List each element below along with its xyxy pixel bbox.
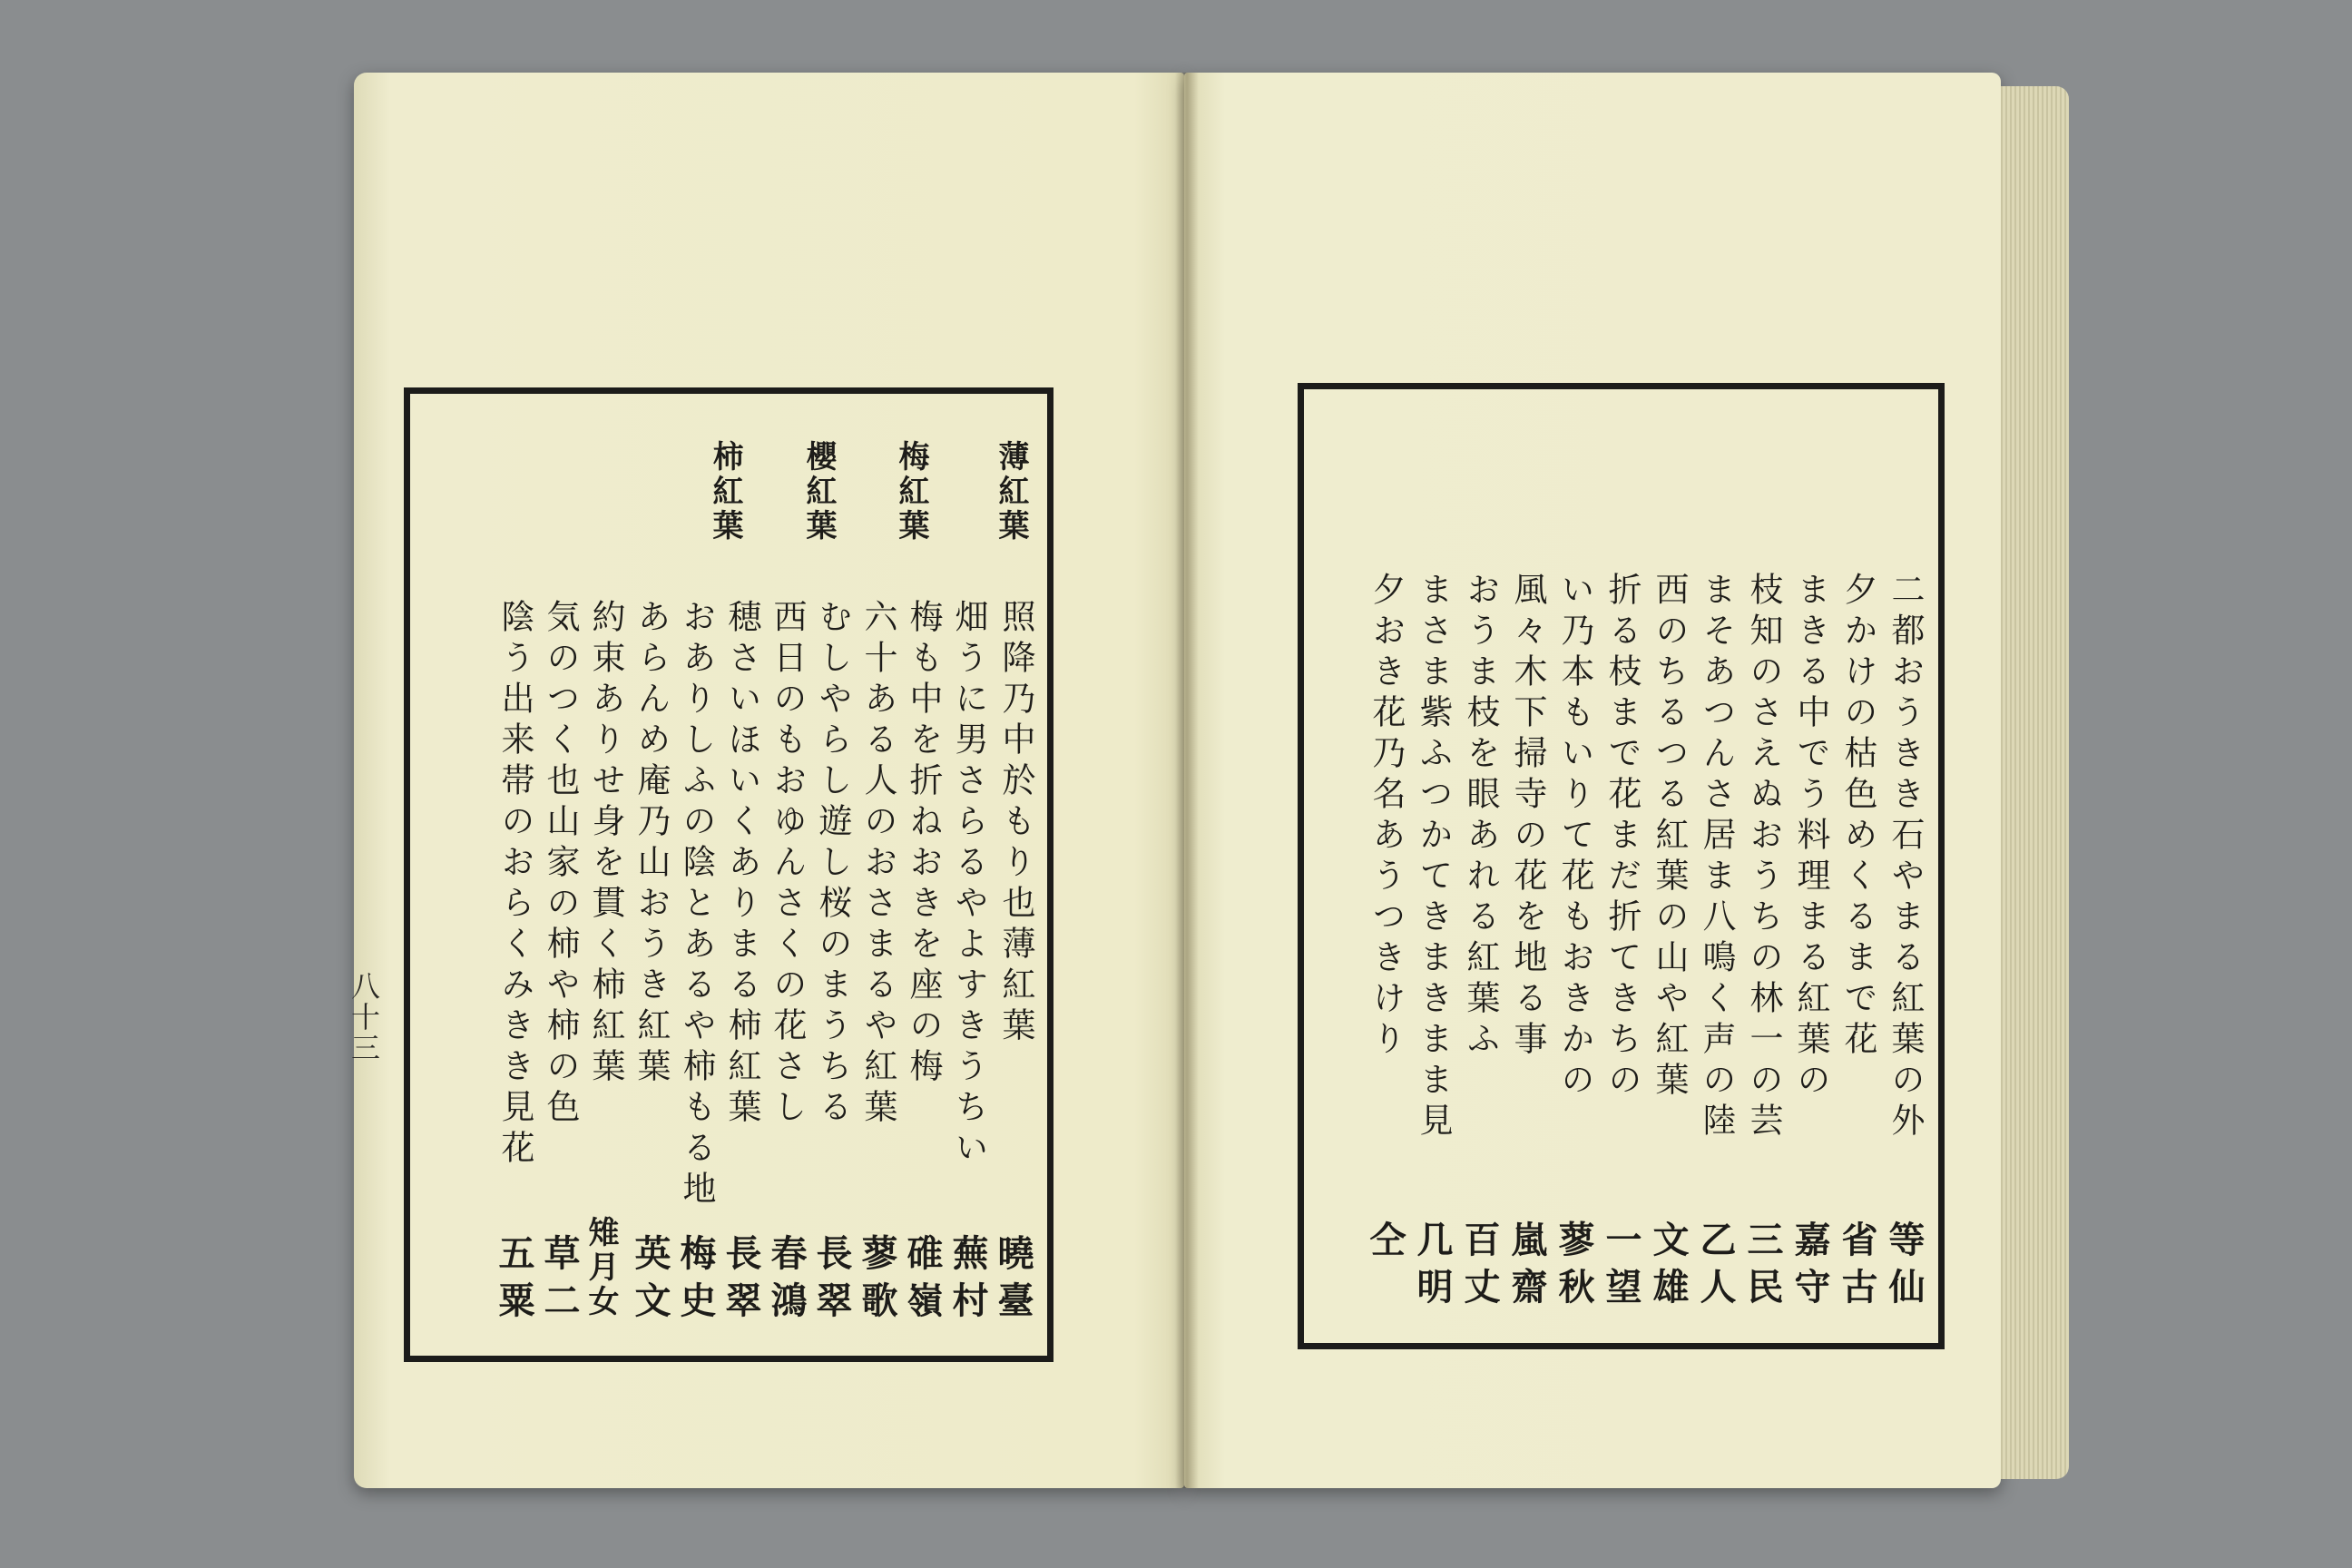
book-gutter [1175, 73, 1199, 1488]
text-column: 陰う出来帯のおらくみきき見花 [495, 599, 534, 1171]
author-name: 曉臺 [992, 1234, 1034, 1328]
text-column: 西のちるつる紅葉の山や紅葉 [1650, 572, 1689, 1102]
page-edges [2001, 86, 2069, 1479]
text-column: 六十ある人のおさまるや紅葉 [858, 599, 897, 1130]
author-name: 長翠 [720, 1234, 762, 1328]
text-column: 風々木下掃寺の花を地る事 [1508, 572, 1547, 1062]
author-name: 乙人 [1694, 1220, 1737, 1315]
text-column: 約束ありせ身を貫く柿紅葉 [586, 599, 625, 1089]
text-column: 気のつく也山家の柿や柿の色 [541, 599, 580, 1130]
author-name: 仝 [1364, 1220, 1406, 1268]
text-column: 二都おうきき石やまる紅葉の外 [1886, 572, 1925, 1143]
author-name: 一望 [1600, 1220, 1642, 1315]
text-column: 夕かけの枯色めくるまで花 [1838, 572, 1877, 1062]
author-name: 三民 [1741, 1220, 1784, 1315]
author-name: 雉月女 [583, 1216, 619, 1319]
text-column: おうま枝を眼あれる紅葉ふ [1461, 572, 1500, 1062]
author-name: 几明 [1411, 1220, 1454, 1315]
author-name: 蓼秋 [1553, 1220, 1595, 1315]
text-column: 照降乃中於もり也薄紅葉 [996, 599, 1035, 1048]
folio-number: 八十三 [347, 971, 381, 1063]
text-column: 畑うに男さらるやよすきうちい [949, 599, 988, 1171]
text-column: 西日のもおゆんさくの花さし [768, 599, 807, 1130]
text-column: おありしふの陰とあるや柿もる地 [677, 599, 716, 1211]
text-column: 夕おき花乃名あうつきけり [1367, 572, 1406, 1062]
text-column: むしやらし遊し桜のまうちる [813, 599, 852, 1130]
author-name: 春鴻 [765, 1234, 808, 1328]
author-name: 蕪村 [946, 1234, 989, 1328]
author-name: 碓嶺 [901, 1234, 944, 1328]
author-name: 五粟 [493, 1234, 535, 1328]
author-name: 百丈 [1458, 1220, 1501, 1315]
author-name: 等仙 [1883, 1220, 1926, 1315]
section-title: 梅紅葉 [893, 440, 929, 544]
text-column: まきる中でう料理まる紅葉の [1791, 572, 1830, 1102]
author-name: 英文 [629, 1234, 671, 1328]
author-name: 嘉守 [1788, 1220, 1831, 1315]
text-column: い乃本もいりて花もおきかの [1555, 572, 1594, 1102]
text-column: あらんめ庵乃山おうき紅葉 [632, 599, 671, 1089]
author-name: 長翠 [810, 1234, 853, 1328]
author-name: 蓼歌 [856, 1234, 898, 1328]
section-title: 櫻紅葉 [800, 440, 837, 544]
text-column: 梅も中を折ねおきを座の梅 [904, 599, 943, 1089]
open-book [336, 64, 2060, 1497]
author-name: 梅史 [674, 1234, 717, 1328]
author-name: 草二 [538, 1234, 581, 1328]
text-column: 折る枝まで花まだ折てきちの [1602, 572, 1642, 1102]
section-title: 柿紅葉 [707, 440, 743, 544]
author-name: 省古 [1836, 1220, 1878, 1315]
section-title: 薄紅葉 [993, 440, 1029, 544]
author-name: 嵐齋 [1505, 1220, 1548, 1315]
text-column: 穂さいほいくありまる柿紅葉 [722, 599, 761, 1130]
author-name: 文雄 [1647, 1220, 1690, 1315]
text-column: まそあつんさ居ま八鳴く声の陸 [1697, 572, 1736, 1143]
text-column: 枝知のさえぬおうちの林一の芸 [1744, 572, 1783, 1143]
text-column: まさま紫ふつかてきまきまま見 [1414, 572, 1453, 1143]
